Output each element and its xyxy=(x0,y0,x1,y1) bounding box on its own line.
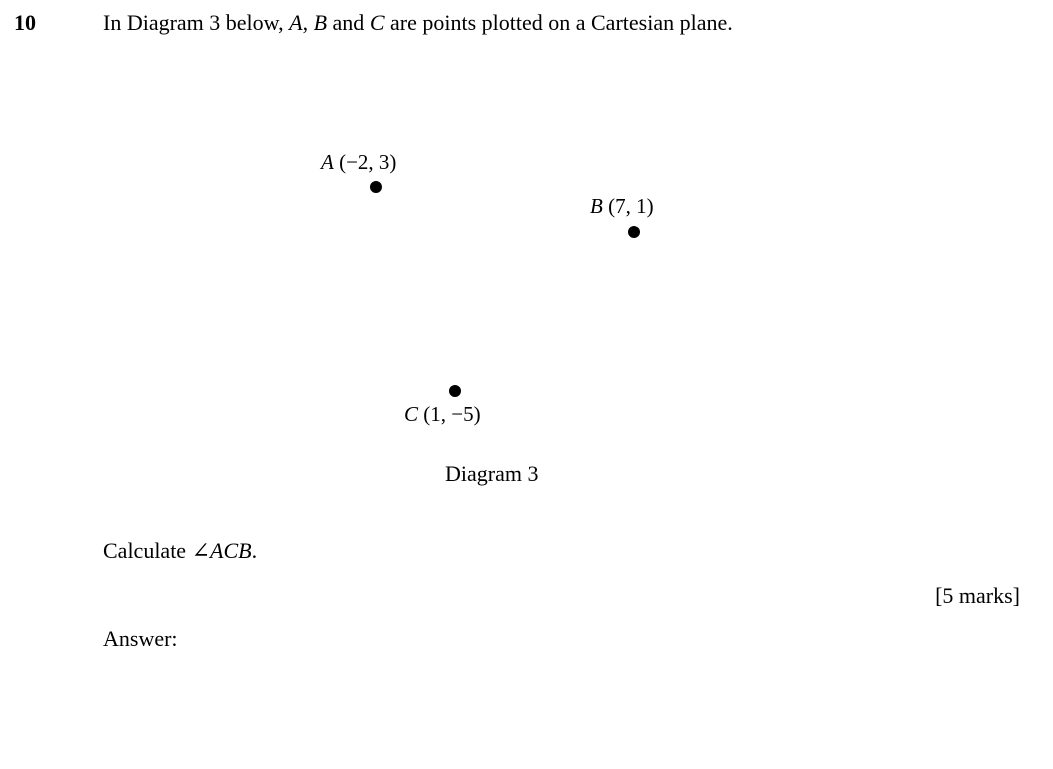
intro-point-c: C xyxy=(369,10,385,35)
intro-point-b: B xyxy=(313,10,328,35)
point-b-name: B xyxy=(590,194,603,218)
intro-text-4: are points plotted on a Cartesian plane. xyxy=(384,10,733,35)
point-c-label xyxy=(404,402,481,427)
task-text xyxy=(103,538,257,564)
intro-text-2: , xyxy=(302,10,314,35)
task-suffix: . xyxy=(251,538,258,563)
point-b-label xyxy=(590,194,654,219)
point-c-dot xyxy=(449,385,461,397)
question-intro xyxy=(103,10,733,36)
intro-point-a: A xyxy=(289,10,303,35)
diagram-caption: Diagram 3 xyxy=(445,461,539,486)
angle-symbol: ∠ xyxy=(191,538,211,563)
angle-name: ACB xyxy=(210,538,252,563)
question-number: 10 xyxy=(14,10,36,35)
point-a-label xyxy=(321,150,396,175)
point-c-name: C xyxy=(404,402,419,426)
point-a-coords: (−2, 3) xyxy=(339,150,397,174)
point-a-dot xyxy=(370,181,382,193)
intro-text-1: In Diagram 3 below, xyxy=(103,10,290,35)
point-c-coords: (1, −5) xyxy=(423,402,481,426)
task-prefix: Calculate xyxy=(103,538,192,563)
marks-label: [5 marks] xyxy=(935,583,1020,608)
point-a-name: A xyxy=(321,150,334,174)
point-b-dot xyxy=(628,226,640,238)
answer-label: Answer: xyxy=(103,626,178,651)
intro-text-3: and xyxy=(327,10,370,35)
point-b-coords: (7, 1) xyxy=(608,194,654,218)
